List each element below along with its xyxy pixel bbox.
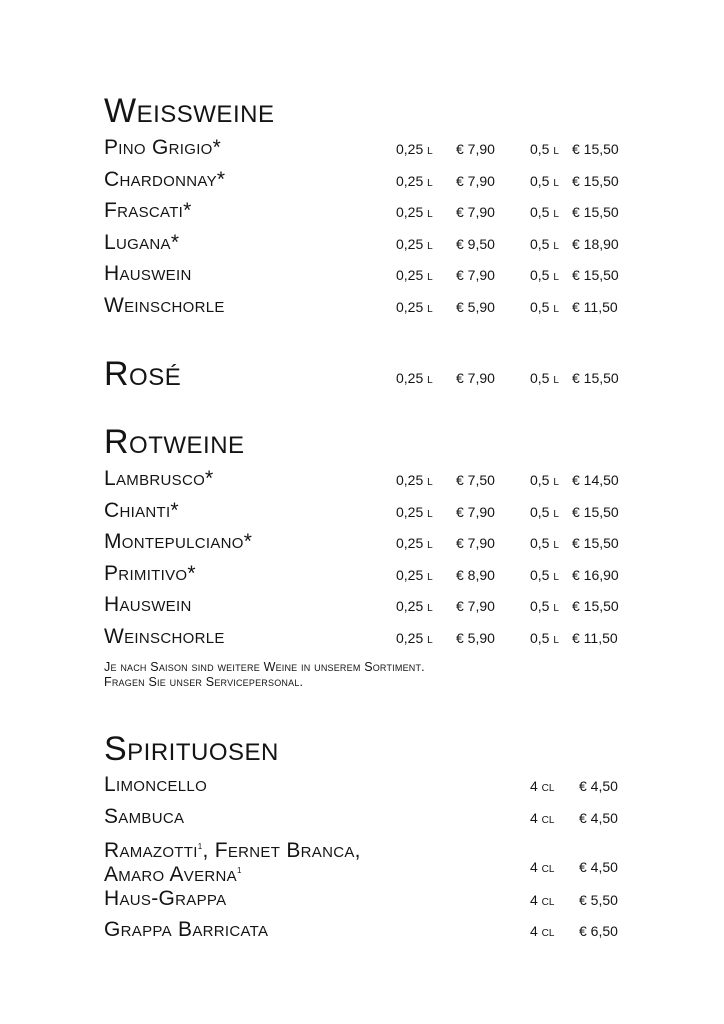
size: 4 cl xyxy=(530,859,555,875)
price-small: € 7,50 xyxy=(456,472,495,488)
item-name xyxy=(104,837,361,885)
size-small: 0,25 l xyxy=(396,299,433,315)
footnote-marker: 1 xyxy=(197,842,203,851)
item-name: Hauswein xyxy=(104,262,192,285)
item-name: Haus-Grappa xyxy=(104,887,227,910)
note-line: Fragen Sie unser Servicepersonal. xyxy=(104,675,304,689)
menu-row xyxy=(0,295,724,319)
price: € 4,50 xyxy=(579,859,618,875)
size-large: 0,5 l xyxy=(530,598,559,614)
price: € 4,50 xyxy=(579,778,618,794)
size-large: 0,5 l xyxy=(530,472,559,488)
item-name: Weinschorle xyxy=(104,294,225,317)
menu-row xyxy=(0,263,724,287)
menu-row xyxy=(0,626,724,650)
price-large: € 18,90 xyxy=(572,236,619,252)
size-small: 0,25 l xyxy=(396,173,433,189)
menu-row xyxy=(0,837,724,886)
menu-row xyxy=(0,169,724,193)
price: € 4,50 xyxy=(579,810,618,826)
price-large: € 15,50 xyxy=(572,173,619,189)
size-small: 0,25 l xyxy=(396,535,433,551)
item-name: Limoncello xyxy=(104,773,208,796)
price-large: € 11,50 xyxy=(572,630,618,646)
item-name: Montepulciano* xyxy=(104,530,253,553)
size-small: 0,25 l xyxy=(396,267,433,283)
price-large: € 15,50 xyxy=(572,204,619,220)
price: € 5,50 xyxy=(579,892,618,908)
menu-row xyxy=(0,531,724,555)
price-small: € 7,90 xyxy=(456,535,495,551)
price-large: € 15,50 xyxy=(572,370,619,386)
size-small: 0,25 l xyxy=(396,630,433,646)
price-large: € 16,90 xyxy=(572,567,619,583)
size-large: 0,5 l xyxy=(530,141,559,157)
size-large: 0,5 l xyxy=(530,630,559,646)
item-name: Pino Grigio* xyxy=(104,136,222,159)
size-large: 0,5 l xyxy=(530,173,559,189)
item-name: Hauswein xyxy=(104,593,192,616)
item-name-part: , Fernet Branca, xyxy=(202,839,361,862)
price-small: € 5,90 xyxy=(456,630,495,646)
price-small: € 8,90 xyxy=(456,567,495,583)
price-small: € 9,50 xyxy=(456,236,495,252)
item-name: Weinschorle xyxy=(104,625,225,648)
item-name-part: Amaro Averna xyxy=(104,863,237,886)
price-small: € 5,90 xyxy=(456,299,495,315)
menu-row xyxy=(0,200,724,224)
item-name-part: Ramazotti xyxy=(104,839,198,862)
price-small: € 7,90 xyxy=(456,504,495,520)
menu-row xyxy=(0,500,724,524)
menu-row xyxy=(0,806,724,830)
price-large: € 15,50 xyxy=(572,535,619,551)
size-large: 0,5 l xyxy=(530,567,559,583)
price-small: € 7,90 xyxy=(456,267,495,283)
item-name: Primitivo* xyxy=(104,562,196,585)
size-small: 0,25 l xyxy=(396,236,433,252)
item-name: Chardonnay* xyxy=(104,168,226,191)
price-small: € 7,90 xyxy=(456,204,495,220)
size-large: 0,5 l xyxy=(530,535,559,551)
price-large: € 11,50 xyxy=(572,299,618,315)
price-small: € 7,90 xyxy=(456,173,495,189)
size-large: 0,5 l xyxy=(530,370,559,386)
price-small: € 7,90 xyxy=(456,598,495,614)
item-name: Grappa Barricata xyxy=(104,918,269,941)
price-small: € 7,90 xyxy=(456,370,495,386)
menu-row xyxy=(0,563,724,587)
section-title-spirituosen: Spirituosen xyxy=(104,730,279,768)
size-small: 0,25 l xyxy=(396,504,433,520)
item-name: Frascati* xyxy=(104,199,192,222)
price-large: € 15,50 xyxy=(572,267,619,283)
size-large: 0,5 l xyxy=(530,299,559,315)
item-name: Sambuca xyxy=(104,805,185,828)
menu-row xyxy=(0,774,724,798)
price-small: € 7,90 xyxy=(456,141,495,157)
item-name: Lugana* xyxy=(104,231,180,254)
item-name: Chianti* xyxy=(104,499,179,522)
menu-row xyxy=(0,888,724,912)
size-small: 0,25 l xyxy=(396,370,433,386)
size: 4 cl xyxy=(530,923,555,939)
price-large: € 14,50 xyxy=(572,472,619,488)
size-large: 0,5 l xyxy=(530,504,559,520)
size-small: 0,25 l xyxy=(396,472,433,488)
menu-row xyxy=(0,137,724,161)
size-small: 0,25 l xyxy=(396,204,433,220)
section-title-weissweine: Weissweine xyxy=(104,92,275,130)
menu-row xyxy=(0,594,724,618)
menu-row-rose xyxy=(0,355,724,400)
size-large: 0,5 l xyxy=(530,267,559,283)
menu-row xyxy=(0,232,724,256)
item-name: Lambrusco* xyxy=(104,467,214,490)
price: € 6,50 xyxy=(579,923,618,939)
size-large: 0,5 l xyxy=(530,236,559,252)
season-note xyxy=(104,660,425,690)
footnote-marker: 1 xyxy=(236,866,242,875)
section-title-rose: Rosé xyxy=(104,355,182,393)
size: 4 cl xyxy=(530,892,555,908)
price-large: € 15,50 xyxy=(572,504,619,520)
section-title-rotweine: Rotweine xyxy=(104,423,245,461)
price-large: € 15,50 xyxy=(572,141,619,157)
size-small: 0,25 l xyxy=(396,567,433,583)
size-small: 0,25 l xyxy=(396,598,433,614)
size: 4 cl xyxy=(530,810,555,826)
size: 4 cl xyxy=(530,778,555,794)
menu-row xyxy=(0,468,724,492)
note-line: Je nach Saison sind weitere Weine in unserem Sortiment. xyxy=(104,660,425,674)
size-large: 0,5 l xyxy=(530,204,559,220)
menu-row xyxy=(0,919,724,943)
size-small: 0,25 l xyxy=(396,141,433,157)
price-large: € 15,50 xyxy=(572,598,619,614)
